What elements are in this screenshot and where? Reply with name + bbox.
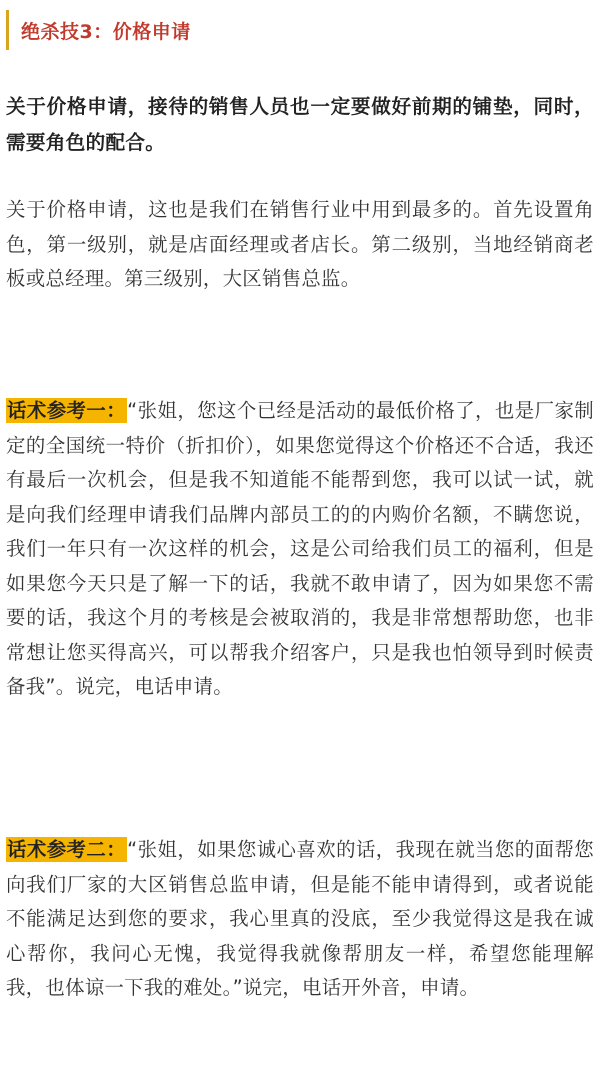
reference-two-label: 话术参考二：: [7, 838, 127, 861]
reference-one-label: 话术参考一：: [7, 399, 127, 422]
reference-two-text: “张姐，如果您诚心喜欢的话，我现在就当您的面帮您向我们厂家的大区销售总监申请，但是能不能申请得到，或者说能不能满足达到您的要求，我心里真的没底，至少我觉得这是我在诚心帮你，我问心无愧，我觉得我就像帮朋友一样，希望您能理解我，也体谅一下我的难处。”说完，电话开外音，申请。: [6, 838, 594, 999]
intro-paragraph: 关于价格申请，这也是我们在销售行业中用到最多的。首先设置角色，第一级别，就是店面经理或者店长。第二级别，当地经销商老板或总经理。第三级别，大区销售总监。: [6, 198, 594, 290]
reference-two-paragraph: [6, 833, 594, 1006]
lead-paragraph: 关于价格申请，接待的销售人员也一定要做好前期的铺垫，同时，需要角色的配合。: [6, 95, 594, 154]
section-header: [6, 10, 191, 50]
section-title: 绝杀技3：价格申请: [21, 20, 191, 43]
reference-one-paragraph: [6, 394, 594, 705]
reference-one-text: “张姐，您这个已经是活动的最低价格了，也是厂家制定的全国统一特价（折扣价），如果您觉得这个价格还不合适，我还有最后一次机会，但是我不知道能不能帮到您，我可以试一试，就是向我们经理申请我们品牌内部员工的的内购价名额，不瞒您说，我们一年只有一次这样的机会，这是公司给我们员工的福利，但是如果您今天只是了解一下的话，我就不敢申请了，因为如果您不需要的话，我这个月的考核是会被取消的，我是非常想帮助您，也非常想让您买得高兴，可以帮我介绍客户，只是我也怕领导到时候责备我”。说完，电话申请。: [6, 399, 594, 698]
